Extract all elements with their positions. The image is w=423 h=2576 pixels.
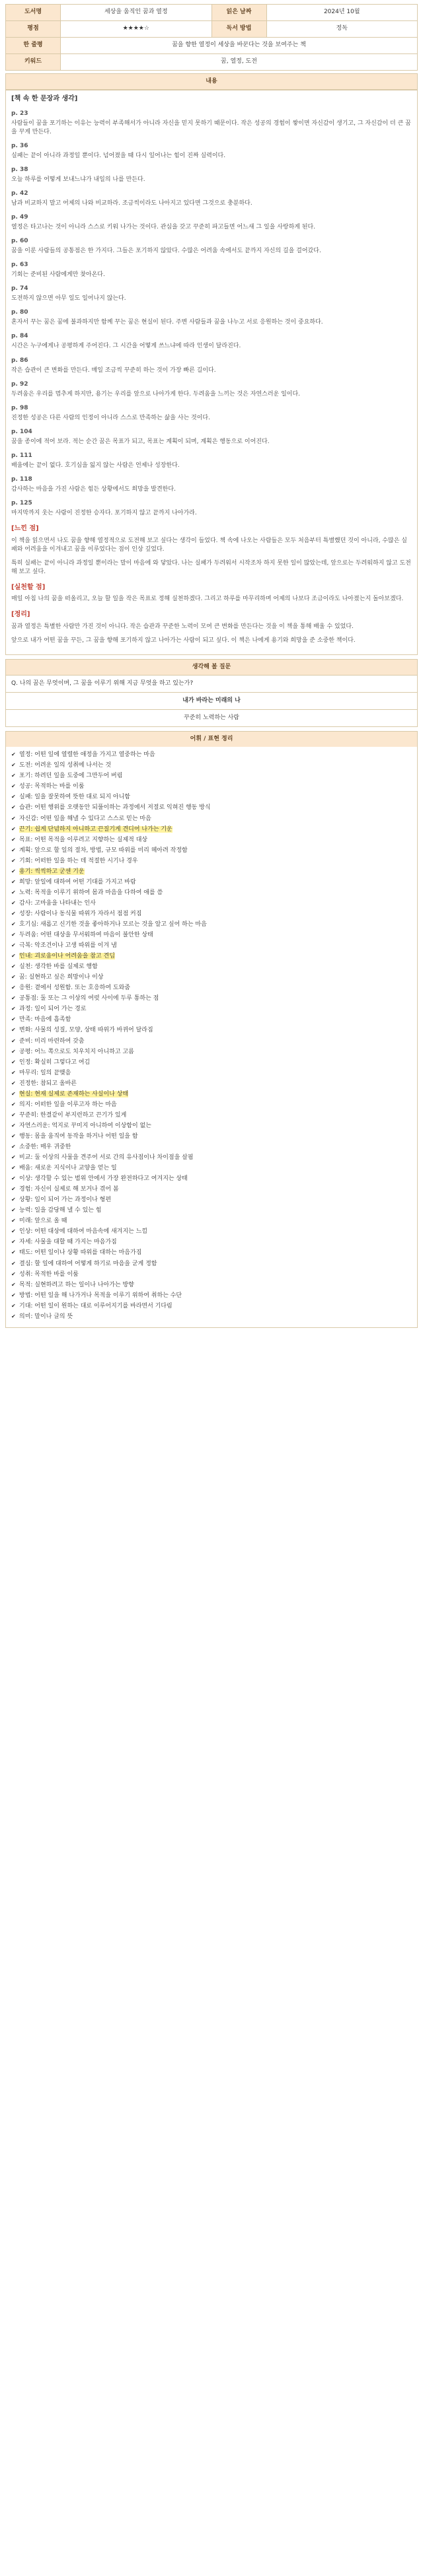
vocab-item-text: 준비: 미리 마련하여 갖춤 — [19, 1037, 85, 1045]
vocab-item — [19, 1271, 412, 1279]
vocab-item-text: 자세: 사물을 대할 때 가지는 마음가짐 — [19, 1239, 117, 1246]
info-row — [6, 54, 418, 71]
vocab-item — [19, 1154, 412, 1162]
vocab-item-text: 포기: 하려던 일을 도중에 그만두어 버림 — [19, 773, 123, 780]
page-number: p. 125 — [11, 500, 32, 507]
vocab-item — [19, 1302, 412, 1311]
vocab-item-text: 꾸준히: 한결같이 부지런하고 끈기가 있게 — [19, 1111, 127, 1119]
vocab-item — [19, 1175, 412, 1183]
vocab-item — [19, 1260, 412, 1269]
vocab-item-text: 희망: 앞일에 대하여 어떤 기대를 가지고 바람 — [19, 878, 136, 886]
vocab-item-text: 목표: 어떤 목적을 이루려고 지향하는 실제적 대상 — [19, 836, 148, 843]
vocab-item-text: 자연스러운: 억지로 꾸미지 아니하여 이상함이 없는 — [19, 1122, 151, 1129]
content-section-title: 내용 — [5, 73, 418, 90]
vocab-item — [19, 1249, 412, 1257]
quote-text: 감사하는 마음을 가진 사람은 힘든 상황에서도 희망을 발견한다. — [11, 486, 176, 493]
page-number: p. 63 — [11, 261, 28, 269]
vocab-item-text: 열정: 어떤 일에 열렬한 애정을 가지고 열중하는 마음 — [19, 751, 155, 759]
quote-text: 오늘 하루를 어떻게 보내느냐가 내일의 나를 만든다. — [11, 176, 145, 183]
vocab-item-text: 노력: 목적을 이루기 위하여 몸과 마음을 다하여 애를 씀 — [19, 889, 163, 896]
quote-entries — [11, 110, 412, 518]
vocab-item-text: 인내: 괴로움이나 어려움을 참고 견딤 — [19, 953, 115, 960]
vocab-item-text: 공평: 어느 쪽으로도 치우치지 아니하고 고름 — [19, 1048, 134, 1055]
quote-text: 실패는 끝이 아니라 과정일 뿐이다. 넘어졌을 때 다시 일어나는 힘이 진짜 실력이다. — [11, 152, 226, 159]
vocab-item-text: 의지: 어떠한 일을 이루고자 하는 마음 — [19, 1101, 117, 1108]
quote-text: 도전하지 않으면 아무 일도 일어나지 않는다. — [11, 295, 126, 302]
content-heading: [책 속 한 문장과 생각] — [11, 95, 78, 103]
vocab-item — [19, 1101, 412, 1109]
vocab-item-text: 기대: 어떤 일이 원하는 대로 이루어지기를 바라면서 기다림 — [19, 1302, 173, 1309]
feel-heading: [느낀 점] — [11, 525, 39, 533]
vocab-item — [19, 847, 412, 855]
vocab-item — [19, 952, 412, 961]
vocab-item — [19, 899, 412, 908]
quote-text: 배움에는 끝이 없다. 호기심을 잃지 않는 사람은 언제나 성장한다. — [11, 462, 180, 469]
vocab-item — [19, 868, 412, 876]
page-number: p. 104 — [11, 428, 32, 435]
page-number: p. 42 — [11, 190, 28, 197]
vocab-item — [19, 963, 412, 971]
quote-text: 두려움은 우리를 멈추게 하지만, 용기는 우리를 앞으로 나아가게 한다. 두려움을 느끼는 것은 자연스러운 일이다. — [11, 390, 301, 398]
vocab-item — [19, 772, 412, 781]
vocab-item-text: 꿈: 실현하고 싶은 희망이나 이상 — [19, 974, 104, 981]
quote-text: 기회는 준비된 사람에게만 찾아온다. — [11, 271, 105, 279]
vocab-item-text: 계획: 앞으로 할 일의 절차, 방법, 규모 따위를 미리 헤아려 작정함 — [19, 847, 188, 854]
vocab-item — [19, 889, 412, 897]
quote-text: 시간은 누구에게나 공평하게 주어진다. 그 시간을 어떻게 쓰느냐에 따라 인생이 달라진다. — [11, 343, 241, 350]
page-number: p. 84 — [11, 333, 28, 340]
vocab-item — [19, 1005, 412, 1014]
vocab-item-text: 습관: 어떤 행위를 오랫동안 되풀이하는 과정에서 저절로 익혀진 행동 방식 — [19, 804, 211, 812]
page-number: p. 86 — [11, 357, 28, 364]
vocab-item-text: 목적: 실현하려고 하는 일이나 나아가는 방향 — [19, 1281, 134, 1288]
vocab-item — [19, 793, 412, 802]
vocab-item-text: 소중한: 매우 귀중한 — [19, 1143, 71, 1150]
vocab-item-text: 행동: 몸을 움직여 동작을 하거나 어떤 일을 함 — [19, 1132, 138, 1140]
question-text: Q. 나의 꿈은 무엇이며, 그 꿈을 이루기 위해 지금 무엇을 하고 있는가? — [6, 675, 417, 692]
info-label: 읽은 날짜 — [212, 5, 266, 21]
vocab-item-text: 실천: 생각한 바를 실제로 행함 — [19, 963, 98, 971]
vocab-list — [6, 747, 417, 1327]
vocab-item — [19, 1164, 412, 1173]
vocab-item-text: 방법: 어떤 일을 해 나가거나 목적을 이루기 위하여 취하는 수단 — [19, 1292, 182, 1299]
vocab-item — [19, 1206, 412, 1215]
vocab-item-text: 진정한: 참되고 올바른 — [19, 1080, 77, 1087]
vocab-item-text: 호기심: 새롭고 신기한 것을 좋아하거나 모르는 것을 알고 싶어 하는 마음 — [19, 921, 207, 928]
quote-text: 진정한 성공은 다른 사람의 인정이 아니라 스스로 만족하는 삶을 사는 것이다. — [11, 414, 210, 421]
page-number: p. 23 — [11, 110, 28, 117]
vocab-item — [19, 1238, 412, 1247]
vocab-item-text: 인상: 어떤 대상에 대하여 마음속에 새겨지는 느낌 — [19, 1228, 148, 1236]
vocab-item — [19, 1185, 412, 1194]
vocab-item-text: 두려움: 어떤 대상을 무서워하여 마음이 불안한 상태 — [19, 932, 153, 939]
page-number: p. 38 — [11, 166, 28, 173]
info-value: 세상을 움직인 꿈과 열정 — [61, 5, 212, 21]
vocab-item-text: 끈기: 쉽게 단념하지 아니하고 끈질기게 견디어 나가는 기운 — [19, 825, 173, 833]
vocab-item — [19, 836, 412, 845]
vocab-item — [19, 1228, 412, 1236]
review-block — [11, 524, 412, 645]
vocab-item-text: 자신감: 어떤 일을 해낼 수 있다고 스스로 믿는 마음 — [19, 815, 151, 822]
info-row — [6, 5, 418, 21]
page-number: p. 98 — [11, 404, 28, 411]
info-label: 한 줄평 — [6, 38, 61, 54]
page-number: p. 49 — [11, 213, 28, 221]
vocab-item-text: 감사: 고마움을 나타내는 인사 — [19, 899, 96, 907]
vocab-item-text: 배움: 새로운 지식이나 교양을 얻는 일 — [19, 1165, 117, 1172]
info-label: 독서 방법 — [212, 21, 266, 38]
vocab-item — [19, 910, 412, 919]
vocab-item — [19, 761, 412, 770]
vocab-item-text: 기회: 어떠한 일을 하는 데 적절한 시기나 경우 — [19, 857, 138, 864]
vocab-item — [19, 825, 412, 834]
info-label: 도서명 — [6, 5, 61, 21]
vocab-item — [19, 984, 412, 992]
summary-heading: [정리] — [11, 611, 30, 619]
quote-text: 남과 비교하지 말고 어제의 나와 비교하라. 조금씩이라도 나아지고 있다면 그것으로 충분하다. — [11, 199, 252, 207]
vocab-item — [19, 973, 412, 982]
question-box — [5, 659, 418, 727]
vocab-item — [19, 1069, 412, 1078]
info-value: 꿈, 열정, 도전 — [61, 54, 418, 71]
vocab-item — [19, 942, 412, 950]
vocab-item-text: 경험: 자신이 실제로 해 보거나 겪어 봄 — [19, 1186, 119, 1193]
info-row — [6, 21, 418, 38]
vocab-item-text: 과정: 일이 되어 가는 경로 — [19, 1006, 87, 1013]
vocab-item — [19, 783, 412, 791]
quote-text: 꿈을 이룬 사람들의 공통점은 한 가지다. 그들은 포기하지 않았다. 수많은 어려움 속에서도 끝까지 자신의 길을 걸어갔다. — [11, 248, 321, 255]
page-number: p. 92 — [11, 380, 28, 388]
vocab-item-text: 상황: 일이 되어 가는 과정이나 형편 — [19, 1197, 112, 1204]
summary-paragraph-1: 꿈과 열정은 특별한 사람만 가진 것이 아니다. 작은 습관과 꾸준한 노력이 모여 큰 변화를 만든다는 것을 이 책을 통해 배울 수 있었다. — [11, 623, 354, 630]
quote-text: 열정은 타고나는 것이 아니라 스스로 키워 나가는 것이다. 관심을 갖고 꾸준히 파고들면 어느새 그 일을 사랑하게 된다. — [11, 224, 316, 231]
vocab-item-text: 결심: 할 일에 대하여 어떻게 하기로 마음을 굳게 정함 — [19, 1260, 157, 1267]
info-value: 꿈을 향한 열정이 세상을 바꾼다는 것을 보여주는 책 — [61, 38, 418, 54]
answer-text: 내가 바라는 미래의 나 — [6, 692, 417, 709]
vocab-item — [19, 804, 412, 812]
page-number: p. 80 — [11, 309, 28, 316]
vocab-item — [19, 1292, 412, 1300]
vocab-item — [19, 1143, 412, 1152]
vocab-item — [19, 1281, 412, 1290]
vocab-item-text: 응원: 곁에서 성원함. 또는 호응하여 도와줌 — [19, 985, 130, 992]
vocab-item — [19, 1122, 412, 1131]
vocab-item-text: 도전: 어려운 일의 성취에 나서는 것 — [19, 762, 112, 769]
vocab-item-text: 현실: 현재 실제로 존재하는 사실이나 상태 — [19, 1090, 129, 1097]
info-label: 키워드 — [6, 54, 61, 71]
info-value: 정독 — [266, 21, 418, 38]
vocab-item — [19, 1016, 412, 1024]
apply-heading: [실천할 점] — [11, 583, 46, 591]
vocab-item — [19, 1026, 412, 1035]
vocab-item — [19, 1313, 412, 1321]
vocab-item — [19, 878, 412, 887]
vocab-item-text: 인정: 확실히 그렇다고 여김 — [19, 1059, 91, 1066]
vocab-item-text: 변화: 사물의 성질, 모양, 상태 따위가 바뀌어 달라짐 — [19, 1027, 153, 1034]
vocab-title: 어휘 / 표현 정리 — [6, 732, 417, 747]
vocab-item-text: 능력: 일을 감당해 낼 수 있는 힘 — [19, 1207, 102, 1214]
vocab-item-text: 태도: 어떤 일이나 상황 따위를 대하는 마음가짐 — [19, 1249, 142, 1257]
summary-paragraph-2: 앞으로 내가 어떤 꿈을 꾸든, 그 꿈을 향해 포기하지 않고 나아가는 사람이 되고 싶다. 이 책은 나에게 용기와 희망을 준 소중한 책이다. — [11, 637, 356, 644]
page-number: p. 111 — [11, 452, 32, 459]
question-title: 생각해 볼 질문 — [6, 660, 417, 675]
vocab-item-text: 용기: 씩씩하고 굳센 기운 — [19, 868, 85, 875]
quote-text: 혼자서 꾸는 꿈은 꿈에 불과하지만 함께 꾸는 꿈은 현실이 된다. 주변 사람들과 꿈을 나누고 서로 응원하는 것이 중요하다. — [11, 319, 323, 326]
vocab-item — [19, 1111, 412, 1120]
vocab-item — [19, 1090, 412, 1099]
vocab-item — [19, 751, 412, 759]
vocab-item — [19, 1037, 412, 1046]
vocab-item-text: 만족: 마음에 흡족함 — [19, 1016, 71, 1024]
vocab-item-text: 성공: 목적하는 바를 이룸 — [19, 783, 85, 790]
feel-paragraph-2: 특히 실패는 끝이 아니라 과정일 뿐이라는 말이 마음에 와 닿았다. 나는 실패가 두려워서 시작조차 하지 못한 일이 많았는데, 앞으로는 두려워하지 않고 도전해 보고 싶다. — [11, 559, 411, 575]
info-row — [6, 38, 418, 54]
vocab-item-text: 이상: 생각할 수 있는 범위 안에서 가장 완전하다고 여겨지는 상태 — [19, 1175, 188, 1183]
vocab-item-text: 실패: 일을 잘못하여 뜻한 대로 되지 아니함 — [19, 794, 130, 801]
book-info-table — [5, 4, 418, 71]
info-value: ★★★★☆ — [61, 21, 212, 38]
feel-paragraph-1: 이 책을 읽으면서 나도 꿈을 향해 열정적으로 도전해 보고 싶다는 생각이 들었다. 책 속에 나오는 사람들은 모두 처음부터 특별했던 것이 아니라, 수많은 실패와 어려움을 이겨내고 꿈을 이루었다는 점이 인상 깊었다. — [11, 537, 407, 553]
quote-text: 사람들이 꿈을 포기하는 이유는 능력이 부족해서가 아니라 자신을 믿지 못하기 때문이다. 작은 성공의 경험이 쌓이면 자신감이 생기고, 그 자신감이 더 큰 꿈을 꾸게 만든다. — [11, 120, 411, 135]
apply-paragraph-1: 매일 아침 나의 꿈을 떠올리고, 오늘 할 일을 작은 목표로 정해 실천하겠다. 그리고 하루를 마무리하며 어제의 나보다 조금이라도 나아졌는지 돌아보겠다. — [11, 596, 404, 603]
page-number: p. 118 — [11, 476, 32, 483]
vocab-item-text: 성장: 사람이나 동식물 따위가 자라서 점점 커짐 — [19, 910, 142, 917]
page-number: p. 36 — [11, 142, 28, 149]
vocab-item-text: 마무리: 일의 끝맺음 — [19, 1069, 71, 1076]
vocab-item — [19, 921, 412, 929]
vocab-item-text: 비교: 둘 이상의 사물을 견주어 서로 간의 유사점이나 차이점을 살핌 — [19, 1154, 194, 1162]
vocab-item — [19, 1217, 412, 1226]
vocab-item — [19, 857, 412, 866]
vocab-item — [19, 1048, 412, 1057]
page-number: p. 60 — [11, 238, 28, 245]
quote-text: 작은 습관이 큰 변화를 만든다. 매일 조금씩 꾸준히 하는 것이 가장 빠른 길이다. — [11, 366, 216, 374]
vocab-item-text: 성취: 목적한 바를 이룸 — [19, 1271, 79, 1278]
vocab-item — [19, 1059, 412, 1067]
vocab-item-text: 의미: 말이나 글의 뜻 — [19, 1313, 73, 1320]
quote-text: 마지막까지 웃는 사람이 진정한 승자다. 포기하지 않고 끝까지 나아가라. — [11, 510, 197, 517]
info-value: 2024년 10월 — [266, 5, 418, 21]
page-number: p. 74 — [11, 285, 28, 293]
vocab-box — [5, 731, 418, 1328]
vocab-item — [19, 815, 412, 823]
vocab-item-text: 극복: 악조건이나 고생 따위를 이겨 냄 — [19, 942, 117, 950]
quote-text: 꿈을 종이에 적어 보라. 적는 순간 꿈은 목표가 되고, 목표는 계획이 되며, 계획은 행동으로 이어진다. — [11, 438, 270, 445]
vocab-item-text: 공통점: 둘 또는 그 이상의 여럿 사이에 두루 통하는 점 — [19, 995, 159, 1002]
vocab-item — [19, 931, 412, 940]
vocab-item — [19, 994, 412, 1003]
vocab-item-text: 미래: 앞으로 올 때 — [19, 1218, 67, 1225]
answer-text-2: 꾸준히 노력하는 사람 — [6, 709, 417, 726]
vocab-item — [19, 1132, 412, 1141]
vocab-item — [19, 1196, 412, 1204]
info-label: 평점 — [6, 21, 61, 38]
content-box — [5, 90, 418, 655]
vocab-item — [19, 1080, 412, 1088]
